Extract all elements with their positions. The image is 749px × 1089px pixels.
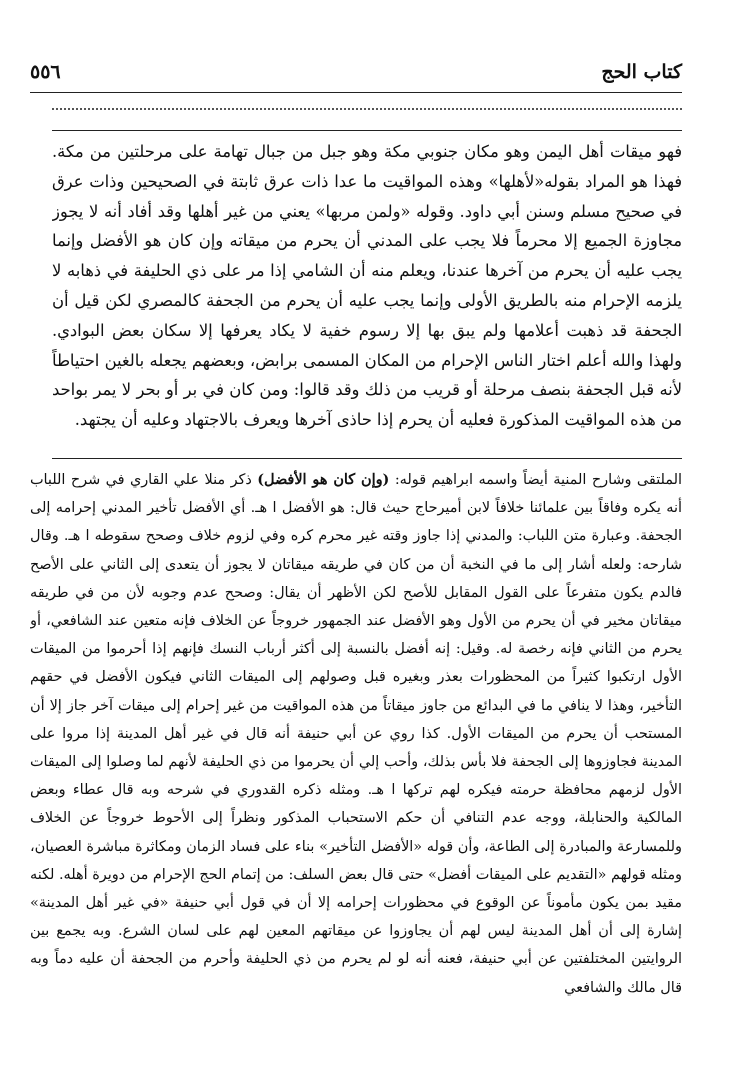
footnote-paragraph [30,466,682,1002]
page-header [30,58,682,86]
dotted-separator [52,108,682,110]
main-text [52,137,682,437]
footnote-commentary: ذكر منلا علي القاري في شرح اللباب أنه يكره وفاقاً بين علمائنا خلافاً لابن أميرحاج حيث قال: هو الأفضل ا هـ. أي الأفضل تأخير المدني إحرامه إلى الجحفة. وعبارة متن اللباب: والمدني إذا جاوز وقته غير محرم كره وفي لزوم خلاف وصحح سقوطه ا هـ. وقال شارحه: ولعله أشار إلى ما في النخبة أن من كان في طريقه ميقاتان لا يجوز أن يتعدى إلى الثاني على الأصح فالدم يكون متفرعاً على القول المقابل للأصح لكن الأظهر أن يقال: وصحح عدم وجوبه لأن من في طريقه ميقاتان مخير في أن يحرم من الأول وهو الأفضل عند الجمهور خروجاً عن الخلاف فإنه متعين عند الشافعي، أو يحرم من الثاني فإنه رخصة له. وقيل: إنه أفضل بالنسبة إلى أكثر أرباب النسك فإنهم إذا أحرموا من الميقات الأول ارتكبوا كثيراً من المحظورات بعذر وبغيره قبل وصولهم إلى الميقات الثاني فيكون الأفضل في حقهم التأخير، وهذا لا ينافي ما في البدائع من جاوز ميقاتاً من هذه المواقيت من غير إحرام إلى ميقات آخر جاز إلا أن المستحب أن يحرم من الميقات الأول. كذا روي عن أبي حنيفة أنه قال في غير أهل المدينة إذا مروا على المدينة فجاوزوها إلى الجحفة فلا بأس بذلك، وأحب إلي أن يحرموا من ذي الحليفة لأنهم لما وصلوا إلى الميقات الأول لزمهم محافظة حرمته فيكره لهم تركها ا هـ. ومثله ذكره القدوري في شرحه وبه قال عطاء وبعض المالكية والحنابلة، ووجه عدم التنافي أن حكم الاستحباب المذكور ونظراً إلى الأحوط خروجاً عن الخلاف وللمسارعة والمبادرة إلى الطاعة، وأن قوله «الأفضل التأخير» بناء على فساد الزمان ومكاثرة مباشرة العصيان، ومثله قولهم «التقديم على الميقات أفضل» حتى قال بعض السلف: من إتمام الحج الإحرام من دويرة أهله. لكنه مقيد بمن يكون مأموناً عن الوقوع في محظورات إحرامه إلا أن في قول أبي حنيفة «في غير أهل المدينة» إشارة إلى أن أهل المدينة ليس لهم أن يجاوزوا عن ميقاتهم المعين لهم على لسان الشرع. وبه يجمع بين الروايتين المختلفتين عن أبي حنيفة، فعنه أنه لو لم يحرم من ذي الحليفة وأحرم من الجحفة أن عليه دماً وبه قال مالك والشافعي [30,472,682,996]
footnote-rule [52,458,682,459]
page-number: ٥٥٦ [30,61,61,83]
body-rule [52,130,682,131]
running-title: كتاب الحج [601,61,682,83]
header-rule [30,92,682,93]
main-paragraph: فهو ميقات أهل اليمن وهو مكان جنوبي مكة وهو جبل من جبال تهامة على مرحلتين من مكة. فهذا هو المراد بقوله«لأهلها» وهذه المواقيت ما عدا ذات عرق ثابتة في الصحيحين وذات عرق في صحيح مسلم وسنن أبي داود. وقوله «ولمن مربها» يعني من غير أهلها وقد أفاد أنه لا يجوز مجاوزة الجميع إلا محرماً فلا يجب على المدني أن يحرم من ميقاته وإن كان هو الأفضل وإنما يجب عليه أن يحرم من آخرها عندنا، ويعلم منه أن الشامي إذا مر على ذي الحليفة في ذهابه لا يلزمه الإحرام منه بالطريق الأولى وإنما يجب عليه أن يحرم من الجحفة كالمصري لكن قيل أن الجحفة قد ذهبت أعلامها ولم يبق بها إلا رسوم خفية لا يكاد يعرفها إلا سكان بعض البوادي. ولهذا والله أعلم اختار الناس الإحرام من المكان المسمى برابض، وبعضهم يجعله بالغين احتياطاً لأنه قبل الجحفة بنصف مرحلة أو قريب من ذلك وقد قالوا: ومن كان في بر أو بحر لا يمر بواحد من هذه المواقيت المذكورة فعليه أن يحرم إذا حاذى آخرها ويعرف بالاجتهاد وعليه أن يجتهد. [52,142,682,430]
footnote-intro: الملتقى وشارح المنية أيضاً واسمه ابراهيم قوله: [389,472,682,488]
footnotes [30,466,682,1081]
footnote-quoted-phrase: (وإن كان هو الأفضل) [257,471,390,488]
